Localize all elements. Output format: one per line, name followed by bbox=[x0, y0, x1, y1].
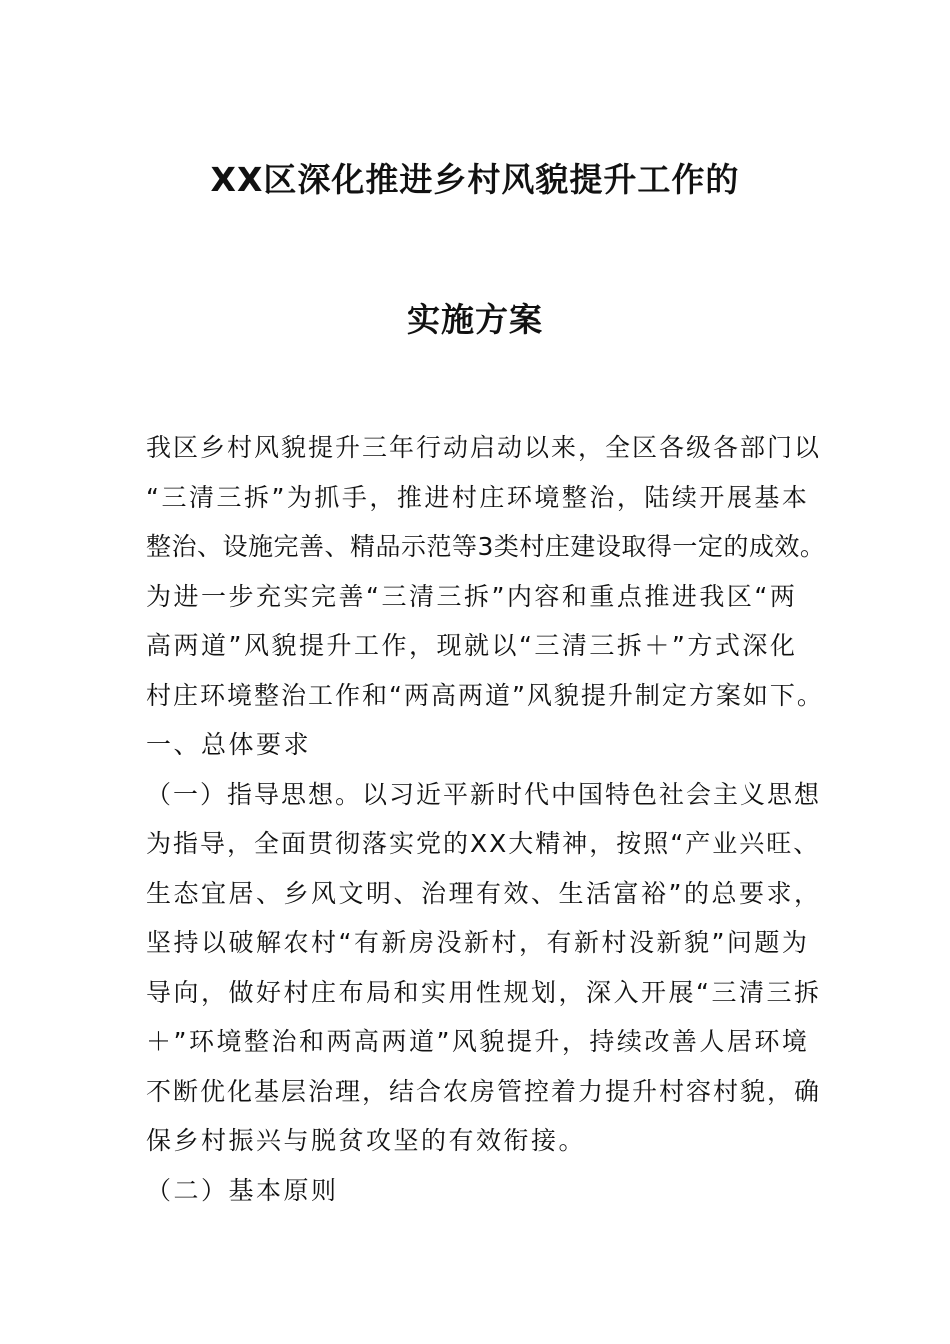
section-heading: 一、总体要求 bbox=[146, 730, 312, 759]
body-line: 整治、设施完善、精品示范等3类村庄建设取得一定的成效。 bbox=[146, 532, 826, 561]
document-body bbox=[146, 428, 826, 1220]
body-line: 导向，做好村庄布局和实用性规划，深入开展“三清三拆 bbox=[146, 977, 822, 1007]
body-line: 高两道”风貌提升工作，现就以“三清三拆＋”方式深化 bbox=[146, 631, 798, 660]
body-line: 保乡村振兴与脱贫攻坚的有效衔接。 bbox=[146, 1126, 587, 1155]
body-line: ＋”环境整治和两高两道”风貌提升，持续改善人居环境 bbox=[146, 1027, 810, 1056]
subsection-heading: （二）基本原则 bbox=[146, 1175, 339, 1205]
body-line: 生态宜居、乡风文明、治理有效、生活富裕”的总要求， bbox=[146, 878, 822, 908]
body-line: （一）指导思想。以习近平新时代中国特色社会主义思想 bbox=[146, 779, 822, 809]
body-line: 为进一步充实完善“三清三拆”内容和重点推进我区“两 bbox=[146, 581, 798, 611]
document-title-line-1: XX区深化推进乡村风貌提升工作的 bbox=[210, 160, 740, 199]
body-line: 我区乡村风貌提升三年行动启动以来，全区各级各部门以 bbox=[146, 433, 822, 462]
body-line: “三清三拆”为抓手，推进村庄环境整治，陆续开展基本 bbox=[146, 482, 810, 512]
document-title-line-2: 实施方案 bbox=[407, 300, 543, 339]
body-line: 坚持以破解农村“有新房没新村，有新村没新貌”问题为 bbox=[146, 928, 810, 957]
body-line: 为指导，全面贯彻落实党的XX大精神，按照“产业兴旺、 bbox=[146, 829, 821, 858]
body-line: 村庄环境整治工作和“两高两道”风貌提升制定方案如下。 bbox=[146, 680, 824, 710]
body-line: 不断优化基层治理，结合农房管控着力提升村容村貌，确 bbox=[146, 1076, 822, 1106]
